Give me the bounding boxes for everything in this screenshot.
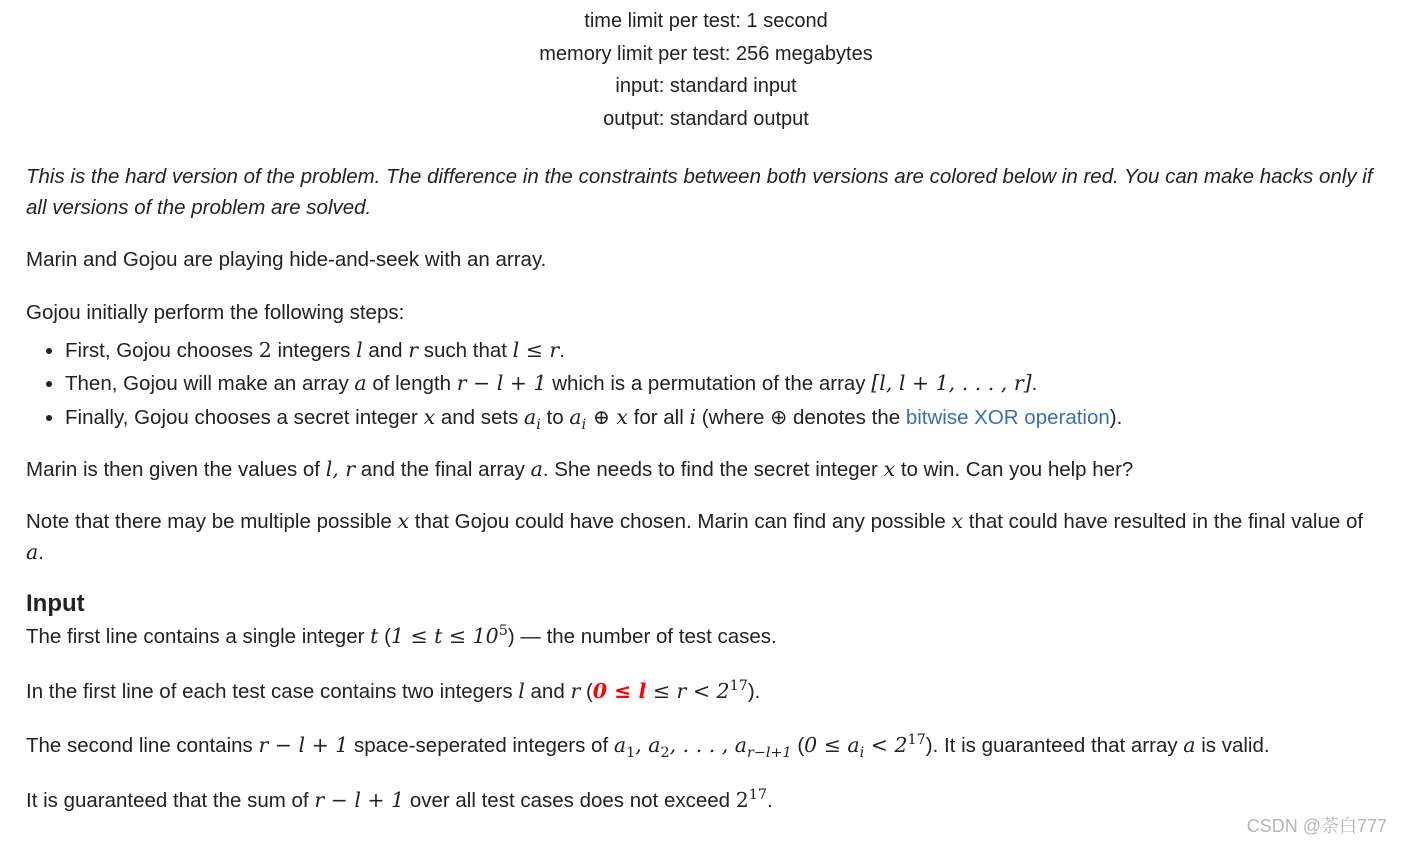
paragraph-steps: Gojou initially perform the following steps: [26,300,405,324]
hard-version-legend: This is the hard version of the problem. The difference in the constraints between both versions are colored below in red. You can make hacks only if all versions of the problem are solved. [26,164,1373,219]
time-limit: time limit per test: 1 second [584,10,828,32]
paragraph-note: Note that there may be multiple possible x that Gojou could have chosen. Marin can find any possible x that could have resulted in the final value of a. [26,509,1364,565]
list-item: • Then, Gojou will make an array a of length r − l + 1 which is a permutation of the array [l, l + 1, . . . , r]. [65,367,1386,401]
input-line-2: In the first line of each test case contains two integers l and r $(0 \le l \le r < 2^{17})$. [26,678,761,704]
paragraph-goal: Marin is then given the values of l, r and the final array a. She needs to find the secret integer x to win. Can you help her? [26,457,1134,482]
input-line-1: The first line contains a single integer t $(1 \le t \le 10^5)$ — the number of test cases. [26,623,777,649]
problem-statement [26,0,1386,816]
steps-list [26,334,1386,435]
output-spec: output: standard output [603,108,809,131]
problem-header [26,0,1386,136]
memory-limit: memory limit per test: 256 megabytes [539,42,873,65]
list-item: • First, Gojou chooses 2 integers l and r such that l ≤ r. [65,334,1386,368]
input-section-title: Input [26,590,85,618]
bitwise-xor-link[interactable]: bitwise XOR operation [905,405,1110,429]
input-spec: input: standard input [615,75,797,98]
list-item: • Finally, Gojou chooses a secret integer x and sets $a_i$ to $a_i$ ⊕ x for all i (where ⊕ denotes the bitwise XOR operation). [65,401,1386,435]
hard-constraint-highlight: 0 ≤ l [592,679,647,704]
input-line-3: The second line contains r − l + 1 space-seperated integers of $a_1$, $a_2$, . . . , $a_{r-l+1}$ $(0 \le a_i < 2^{17})$. It is guaranteed that array a is valid. [26,732,1270,762]
input-line-4: It is guaranteed that the sum of r − l + 1 over all test cases does not exceed $2^{17}$. [26,787,773,813]
paragraph-intro: Marin and Gojou are playing hide-and-seek with an array. [26,247,547,271]
csdn-watermark: CSDN @荼白777 [1246,816,1387,836]
